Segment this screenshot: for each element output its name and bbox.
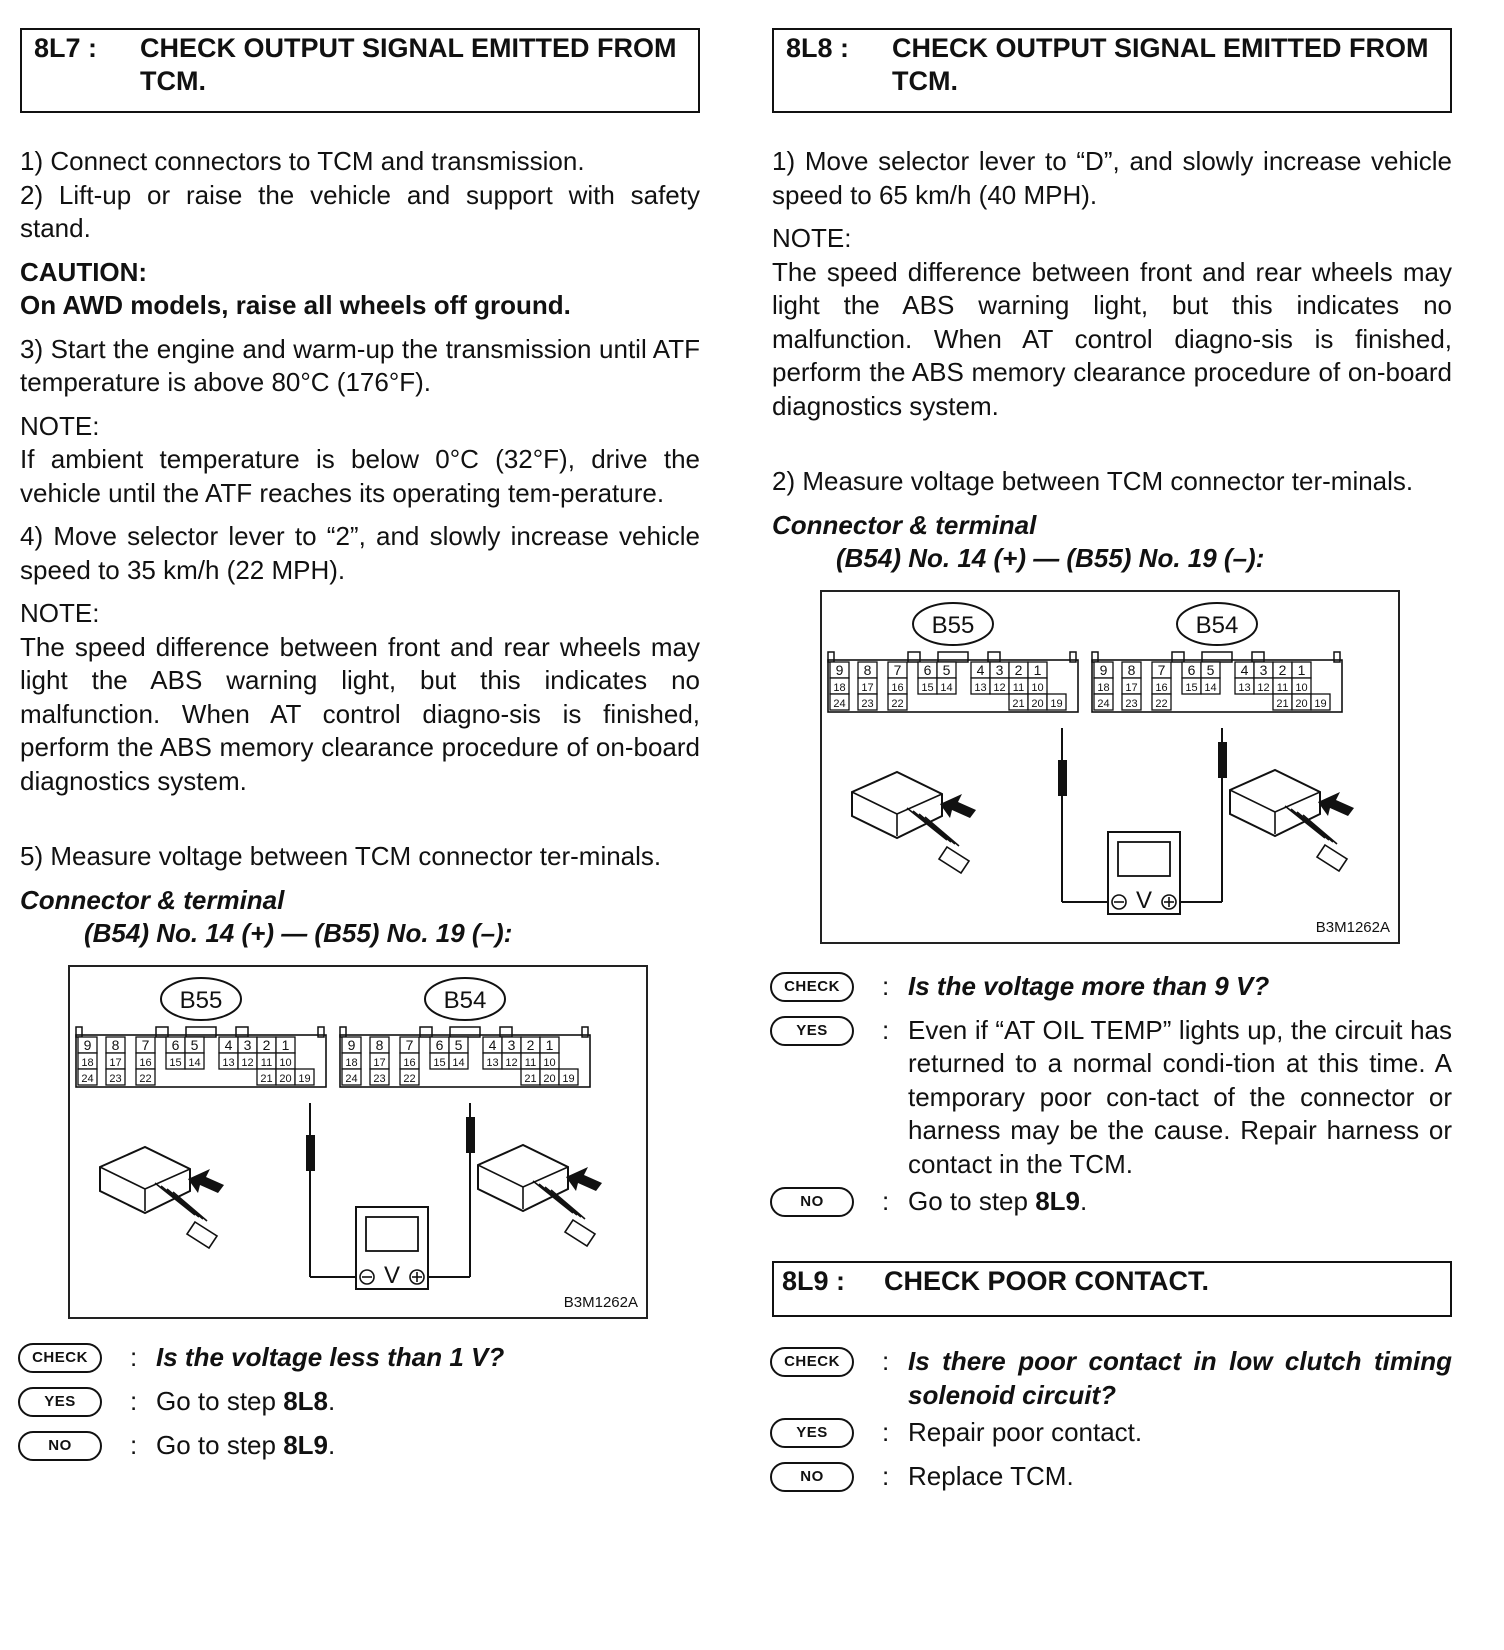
- terminal-number: 11: [524, 1056, 537, 1069]
- step-id: 8L9 :: [782, 1266, 846, 1296]
- connector-b55: [828, 603, 1078, 712]
- check-question: Is there poor contact in low clutch timing solenoid circuit?: [908, 1346, 1452, 1410]
- terminal-number: 18: [833, 681, 846, 694]
- terminal-number: 24: [81, 1072, 94, 1085]
- terminal-number: 10: [1295, 681, 1308, 694]
- terminal-number: 4: [1240, 661, 1249, 678]
- voltmeter-icon: [356, 1207, 428, 1289]
- terminal-number: 11: [260, 1056, 273, 1069]
- connector-plug-icon: [1230, 770, 1354, 871]
- check-badge: CHECK: [18, 1343, 102, 1373]
- insertion-arrow: [1318, 792, 1354, 816]
- connector-b55: [76, 978, 326, 1087]
- terminal-number: 12: [1257, 681, 1270, 694]
- terminal-number: 1: [281, 1036, 290, 1053]
- figure-id: B3M1262A: [1315, 918, 1390, 936]
- terminal-number: 24: [833, 697, 846, 710]
- terminal-number: 13: [222, 1056, 235, 1069]
- terminal-number: 21: [260, 1072, 273, 1085]
- terminal-number: 4: [488, 1036, 497, 1053]
- yes-row: [20, 1385, 700, 1425]
- terminal-number: 7: [1157, 661, 1166, 678]
- terminal-number: 21: [524, 1072, 537, 1085]
- connector-plug-icon: [478, 1145, 602, 1246]
- note-heading: NOTE:: [772, 223, 852, 253]
- step-id: 8L7 :: [34, 33, 98, 63]
- step-link-8l9[interactable]: 8L9: [283, 1429, 328, 1460]
- step-header-8l7: [20, 28, 700, 113]
- note-body: If ambient temperature is below 0°C (32°F), drive the vehicle until the ATF reaches its operating tem-perature.: [20, 444, 700, 508]
- terminal-number: 1: [545, 1036, 554, 1053]
- step-id: 8L8 :: [786, 33, 850, 63]
- check-row: [20, 1341, 700, 1381]
- step-header-8l9: [772, 1261, 1452, 1317]
- terminal-number: 18: [1097, 681, 1110, 694]
- probe-positive: [466, 1117, 475, 1153]
- yes-row: [772, 1416, 1452, 1456]
- terminal-number: 3: [995, 661, 1004, 678]
- terminal-number: 7: [405, 1036, 414, 1053]
- terminal-number: 7: [893, 661, 902, 678]
- terminal-number: 16: [891, 681, 904, 694]
- terminal-number: 10: [279, 1056, 292, 1069]
- plug-wire: [551, 1190, 585, 1219]
- terminal-number: 16: [1155, 681, 1168, 694]
- plug-wire: [173, 1192, 207, 1221]
- terminal-number: 15: [169, 1056, 182, 1069]
- colon: :: [130, 1341, 138, 1372]
- terminal-number: 15: [433, 1056, 446, 1069]
- terminal-number: 20: [279, 1072, 292, 1085]
- check-result-table: [20, 1341, 700, 1469]
- wire-sleeve: [939, 847, 969, 873]
- terminal-number: 9: [347, 1036, 356, 1053]
- terminal-number: 6: [923, 661, 932, 678]
- check-row: [772, 1345, 1452, 1412]
- connector-spec: (B54) No. 14 (+) — (B55) No. 19 (–):: [84, 918, 513, 948]
- terminal-number: 1: [1297, 661, 1306, 678]
- terminal-number: 5: [454, 1036, 463, 1053]
- connector-plug-icon: [100, 1147, 224, 1248]
- terminal-number: 12: [505, 1056, 518, 1069]
- check-row: [772, 970, 1452, 1010]
- colon: :: [882, 1014, 890, 1045]
- terminal-number: 9: [1099, 661, 1108, 678]
- connector-b54: [1092, 603, 1342, 712]
- yes-answer: Repair poor contact.: [908, 1417, 1143, 1447]
- terminal-number: 8: [1127, 661, 1136, 678]
- terminal-number: 6: [171, 1036, 180, 1053]
- terminal-number: 4: [976, 661, 985, 678]
- terminal-number: 24: [1097, 697, 1110, 710]
- terminal-number: 19: [1314, 697, 1327, 710]
- voltmeter-symbol: V: [1135, 886, 1153, 914]
- wire-sleeve: [565, 1220, 595, 1246]
- terminal-number: 7: [141, 1036, 150, 1053]
- no-row: [772, 1185, 1452, 1225]
- terminal-number: 19: [562, 1072, 575, 1085]
- no-badge: NO: [770, 1187, 854, 1217]
- step-title: CHECK OUTPUT SIGNAL EMITTED FROM TCM.: [140, 33, 677, 96]
- answer-text: .: [328, 1385, 336, 1416]
- yes-badge: YES: [18, 1387, 102, 1417]
- no-answer: [908, 1185, 1452, 1219]
- terminal-number: 11: [1276, 681, 1289, 694]
- terminal-number: 19: [1050, 697, 1063, 710]
- check-badge: CHECK: [770, 972, 854, 1002]
- no-answer: [156, 1429, 700, 1463]
- check-result-table: [772, 970, 1452, 1226]
- terminal-number: 3: [243, 1036, 252, 1053]
- voltmeter-display: [366, 1217, 418, 1251]
- terminal-number: 22: [1155, 697, 1168, 710]
- check-question: Is the voltage less than 1 V?: [156, 1341, 505, 1372]
- terminal-number: 17: [861, 681, 874, 694]
- yes-row: [772, 1014, 1452, 1182]
- terminal-number: 13: [486, 1056, 499, 1069]
- colon: :: [882, 1417, 890, 1447]
- terminal-number: 23: [861, 697, 874, 710]
- answer-text: Go to step: [156, 1385, 284, 1416]
- colon: :: [882, 1346, 890, 1376]
- caution-heading: CAUTION:: [20, 256, 148, 287]
- terminal-number: 9: [83, 1036, 92, 1053]
- terminal-number: 22: [139, 1072, 152, 1085]
- terminal-number: 13: [1238, 681, 1251, 694]
- answer-text: .: [328, 1429, 336, 1460]
- connector-spec: (B54) No. 14 (+) — (B55) No. 19 (–):: [836, 543, 1265, 573]
- terminal-number: 18: [81, 1056, 94, 1069]
- terminal-number: 12: [241, 1056, 254, 1069]
- yes-answer: Even if “AT OIL TEMP” lights up, the circuit has returned to a normal condi-tion at this time. A temporary poor con-tact of the connector or harness may be the cause. Repair harness or contact in the TCM.: [908, 1014, 1452, 1179]
- connector-heading: Connector & terminal: [772, 509, 1037, 540]
- step-link-8l8[interactable]: 8L8: [283, 1385, 328, 1416]
- step-title: CHECK OUTPUT SIGNAL EMITTED FROM TCM.: [892, 33, 1429, 96]
- wiring-diagram: [68, 965, 648, 1319]
- plug-wire: [925, 817, 959, 846]
- connector-voltmeter-diagram: [822, 592, 1398, 942]
- check-badge: CHECK: [770, 1347, 854, 1377]
- terminal-number: 17: [1125, 681, 1138, 694]
- terminal-number: 24: [345, 1072, 358, 1085]
- step-link-8l9[interactable]: 8L9: [1035, 1186, 1080, 1216]
- check-question: Is the voltage more than 9 V?: [908, 970, 1270, 1001]
- connector-voltmeter-diagram: [70, 967, 646, 1317]
- yes-badge: YES: [770, 1418, 854, 1448]
- terminal-number: 10: [543, 1056, 556, 1069]
- terminal-number: 17: [373, 1056, 386, 1069]
- no-badge: NO: [18, 1431, 102, 1461]
- voltmeter-icon: [1108, 832, 1180, 914]
- wiring-diagram: [820, 590, 1400, 944]
- insertion-arrow: [188, 1169, 224, 1193]
- terminal-number: 20: [543, 1072, 556, 1085]
- terminal-number: 3: [1259, 661, 1268, 678]
- terminal-number: 4: [224, 1036, 233, 1053]
- terminal-number: 10: [1031, 681, 1044, 694]
- terminal-number: 20: [1295, 697, 1308, 710]
- terminal-number: 15: [1185, 681, 1198, 694]
- instruction-2: 2) Measure voltage between TCM connector ter-minals.: [772, 466, 1414, 496]
- terminal-number: 2: [262, 1036, 271, 1053]
- colon: :: [882, 1186, 890, 1216]
- terminal-number: 17: [109, 1056, 122, 1069]
- terminal-number: 16: [139, 1056, 152, 1069]
- no-row: [772, 1460, 1452, 1500]
- instruction-1: 1) Connect connectors to TCM and transmission.: [20, 146, 585, 176]
- terminal-number: 5: [190, 1036, 199, 1053]
- terminal-number: 8: [863, 661, 872, 678]
- terminal-number: 19: [298, 1072, 311, 1085]
- instruction-2: 2) Lift-up or raise the vehicle and support with safety stand.: [20, 179, 700, 243]
- answer-text: Go to step: [156, 1429, 284, 1460]
- terminal-number: 13: [974, 681, 987, 694]
- note-body: The speed difference between front and rear wheels may light the ABS warning light, but this indicates no malfunction. When AT control diagno-sis is finished, perform the ABS memory clearance procedure of on-board diagnostics system.: [20, 631, 700, 796]
- terminal-number: 22: [403, 1072, 416, 1085]
- terminal-number: 21: [1012, 697, 1025, 710]
- terminal-number: 2: [526, 1036, 535, 1053]
- voltmeter-symbol: V: [383, 1261, 401, 1289]
- wire-sleeve: [1317, 845, 1347, 871]
- note-body: The speed difference between front and rear wheels may light the ABS warning light, but this indicates no malfunction. When AT control diagno-sis is finished, perform the ABS memory clearance procedure of on-board diagnostics system.: [772, 256, 1452, 421]
- colon: :: [882, 1461, 890, 1491]
- insertion-arrow: [940, 794, 976, 818]
- yes-badge: YES: [770, 1016, 854, 1046]
- probe-negative: [306, 1135, 315, 1171]
- answer-text: Go to step: [908, 1186, 1036, 1216]
- connector-label: B55: [179, 986, 223, 1014]
- figure-id: B3M1262A: [563, 1293, 638, 1311]
- no-row: [20, 1429, 700, 1469]
- terminal-number: 8: [111, 1036, 120, 1053]
- answer-text: .: [1080, 1186, 1088, 1216]
- colon: :: [130, 1385, 138, 1416]
- step-title: CHECK POOR CONTACT.: [884, 1266, 1210, 1296]
- yes-answer: [156, 1385, 700, 1419]
- connector-label: B54: [1195, 611, 1239, 639]
- terminal-number: 14: [452, 1056, 465, 1069]
- note-heading: NOTE:: [20, 410, 100, 441]
- instruction-3: 3) Start the engine and warm-up the transmission until ATF temperature is above 80°C (176°F).: [20, 333, 700, 397]
- no-answer: Replace TCM.: [908, 1461, 1074, 1491]
- terminal-number: 5: [1206, 661, 1215, 678]
- terminal-number: 14: [940, 681, 953, 694]
- terminal-number: 1: [1033, 661, 1042, 678]
- no-badge: NO: [770, 1462, 854, 1492]
- terminal-number: 6: [435, 1036, 444, 1053]
- connector-label: B54: [443, 986, 487, 1014]
- terminal-number: 21: [1276, 697, 1289, 710]
- terminal-number: 22: [891, 697, 904, 710]
- terminal-number: 5: [942, 661, 951, 678]
- instruction-1: 1) Move selector lever to “D”, and slowly increase vehicle speed to 65 km/h (40 MPH).: [772, 146, 1452, 210]
- colon: :: [130, 1429, 138, 1460]
- connector-b54: [340, 978, 590, 1087]
- step-8l9: [772, 1261, 1452, 1500]
- terminal-number: 23: [373, 1072, 386, 1085]
- terminal-number: 9: [835, 661, 844, 678]
- terminal-number: 8: [375, 1036, 384, 1053]
- right-column: [772, 28, 1452, 1504]
- insertion-arrow: [566, 1167, 602, 1191]
- colon: :: [882, 970, 890, 1001]
- voltmeter-display: [1118, 842, 1170, 876]
- terminal-number: 14: [188, 1056, 201, 1069]
- wire-sleeve: [187, 1222, 217, 1248]
- instruction-5: 5) Measure voltage between TCM connector ter-minals.: [20, 841, 662, 871]
- terminal-number: 20: [1031, 697, 1044, 710]
- caution-body: On AWD models, raise all wheels off ground.: [20, 290, 571, 320]
- terminal-number: 23: [109, 1072, 122, 1085]
- terminal-number: 3: [507, 1036, 516, 1053]
- check-result-table: [772, 1345, 1452, 1500]
- terminal-number: 16: [403, 1056, 416, 1069]
- terminal-number: 15: [921, 681, 934, 694]
- plug-wire: [1303, 815, 1337, 844]
- terminal-number: 12: [993, 681, 1006, 694]
- connector-heading: Connector & terminal: [20, 884, 285, 915]
- connector-label: B55: [931, 611, 975, 639]
- instruction-4: 4) Move selector lever to “2”, and slowly increase vehicle speed to 35 km/h (22 MPH).: [20, 521, 700, 585]
- step-header-8l8: [772, 28, 1452, 113]
- terminal-number: 23: [1125, 697, 1138, 710]
- terminal-number: 11: [1012, 681, 1025, 694]
- terminal-number: 18: [345, 1056, 358, 1069]
- terminal-number: 14: [1204, 681, 1217, 694]
- left-column: [20, 28, 700, 1473]
- probe-negative: [1058, 760, 1067, 796]
- terminal-number: 2: [1014, 661, 1023, 678]
- connector-plug-icon: [852, 772, 976, 873]
- terminal-number: 6: [1187, 661, 1196, 678]
- terminal-number: 2: [1278, 661, 1287, 678]
- note-heading: NOTE:: [20, 598, 100, 628]
- probe-positive: [1218, 742, 1227, 778]
